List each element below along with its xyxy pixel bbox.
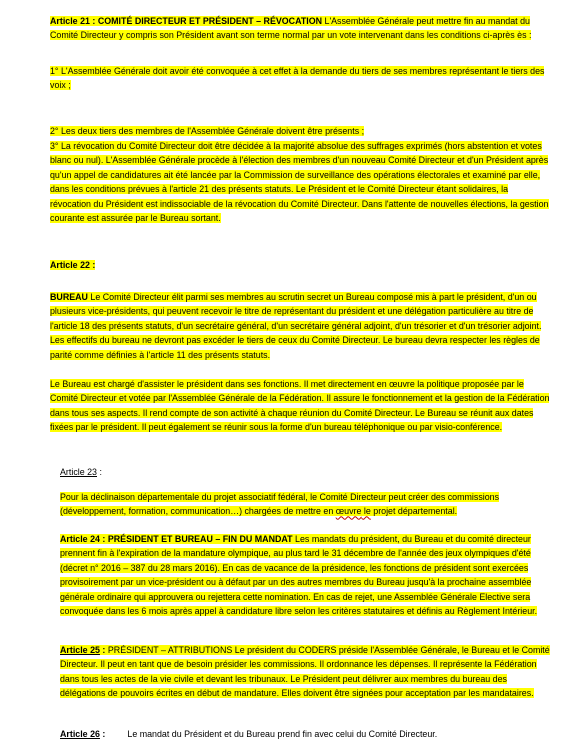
article-25-text: PRÉSIDENT – ATTRIBUTIONS Le président du CODERS préside l'Assemblée Générale, le Bureau et le Comité Directeur. Il peut en tant que de besoin présider les commissions. Il ordonnance les dépenses. Il représente la Fédération dans tous les actes de la vie civile et devant les tribunaux. Le Président peut délivrer aux membres du bureau des délégations de pouvoirs écrites en début de mandature. Elles doivent être signées pour acceptation par les mandataires.: [60, 645, 550, 699]
spellcheck-word: œuvre: [335, 506, 362, 517]
article-23-line-1: Pour la déclinaison départementale du projet associatif fédéral, le Comité Directeur peut créer des commissions: [60, 492, 500, 502]
article-24-text: Les mandats du président, du Bureau et du comité directeur prennent fin à l'expiration de la mandature olympique, au plus tard le 31 décembre de l'année des jeux olympiques d'été (décret n° 2016 – 387 du 28 mars 2016). En cas de vacance de la présidence, les fonctions de président sont exercées provisoirement par un vice-président ou à défaut par un des autres membres du Bureau jusqu'à la prochaine assemblée générale ordinaire qui approuvera ou rejettera cette nomination. En cas de rejet, une Assemblée Générale Elective sera convoquée dans les 6 mois après appel à candidature libre selon les critères statutaires et définis au Règlement Intérieur.: [60, 534, 538, 617]
article-25: Article 25 : PRÉSIDENT – ATTRIBUTIONS Le président du CODERS préside l'Assemblée Générale, le Bureau et le Comité Directeur. Il peut en tant que de besoin présider les commissions. Il ordonnance les dépenses. Il représente la Fédération dans tous les actes de la vie civile et devant les tribunaux. Le Président peut délivrer aux membres du bureau des délégations de pouvoirs écrites en début de mandature. Elles doivent être signées pour acceptation par les mandataires.: [60, 645, 550, 699]
article-21-item-2: 2° Les deux tiers des membres de l'Assemblée Générale doivent être présents ;: [50, 126, 365, 136]
article-21-item-1: 1° L'Assemblée Générale doit avoir été convoquée à cet effet à la demande du tiers de ses membres représentant le tiers des voix ;: [50, 66, 545, 91]
article-23-body: [60, 490, 560, 519]
article-22-heading: [50, 258, 550, 272]
article-24: [60, 532, 552, 618]
article-23-line-2: (développement, formation, communication…) chargées de mettre en œuvre le projet départemental.: [60, 506, 458, 517]
article-21-intro: [50, 14, 550, 43]
article-26: Article 26 : Le mandat du Président et du Bureau prend fin avec celui du Comité Directeur.: [60, 729, 438, 739]
article-23-heading: Article 23 :: [60, 467, 102, 477]
article-26-title: Article 26: [60, 729, 100, 739]
bureau-label: BUREAU: [50, 292, 88, 302]
article-22-title: Article 22 :: [50, 260, 96, 270]
article-25-title: Article 25: [60, 645, 100, 655]
article-24-title: Article 24 : PRÉSIDENT ET BUREAU – FIN DU MANDAT: [60, 534, 293, 544]
article-23-title: Article 23: [60, 467, 97, 477]
article-21-item-3: 3° La révocation du Comité Directeur doit être décidée à la majorité absolue des suffrages exprimés (hors abstention et votes blanc ou nul). L'Assemblée Générale procède à l'élection des membres d'un nouveau Comité Directeur et d'un Président après qu'un appel de candidatures ait été lancée par la Commission de surveillance des opérations électorales et examiné par elle, dans les conditions prévues à l'article 21 des présents statuts. Le Président et le Comité Directeur étant solidaires, la révocation du Président est indissociable de la révocation du Comité Directeur. Dans l'attente de nouvelles élections, la gestion courante est assurée par le Bureau sortant.: [50, 141, 549, 224]
article-22-para-2: Le Bureau est chargé d'assister le président dans ses fonctions. Il met directement en œuvre la politique proposée par le Comité Directeur et votée par l'Assemblée Générale de la Fédération. Il assure le fonctionnement et la gestion de la Fédération dans tous ses aspects. Il rend compte de son activité à chaque réunion du Comité Directeur. Le Bureau se réunit aux dates fixées par le président. Il peut également se réunir sous la forme d'un bureau téléphonique ou par visio-conférence.: [50, 379, 550, 433]
article-21-title: Article 21 : COMITÉ DIRECTEUR ET PRÉSIDENT – RÉVOCATION: [50, 16, 323, 26]
article-26-text: Le mandat du Président et du Bureau prend fin avec celui du Comité Directeur.: [127, 729, 438, 739]
article-22-para-1: BUREAU Le Comité Directeur élit parmi ses membres au scrutin secret un Bureau composé mis à part le président, d'un ou plusieurs vice-présidents, qui peuvent recevoir le titre de représentant du président et une délégation particulière au titre de l'article 18 des présents statuts, d'un secrétaire général, d'un secrétaire général adjoint, d'un trésorier et d'un trésorier adjoint. Les effectifs du bureau ne devront pas excéder le tiers de ceux du Comité Directeur. Le bureau devra respecter les règles de parité comme définies à l'article 11 des présents statuts.: [50, 292, 542, 360]
article-21-text: L'Assemblée Générale peut mettre fin au mandat du Comité Directeur y compris son Président avant son terme normal par un vote intervenant dans les conditions ci-après ès :: [50, 16, 532, 41]
